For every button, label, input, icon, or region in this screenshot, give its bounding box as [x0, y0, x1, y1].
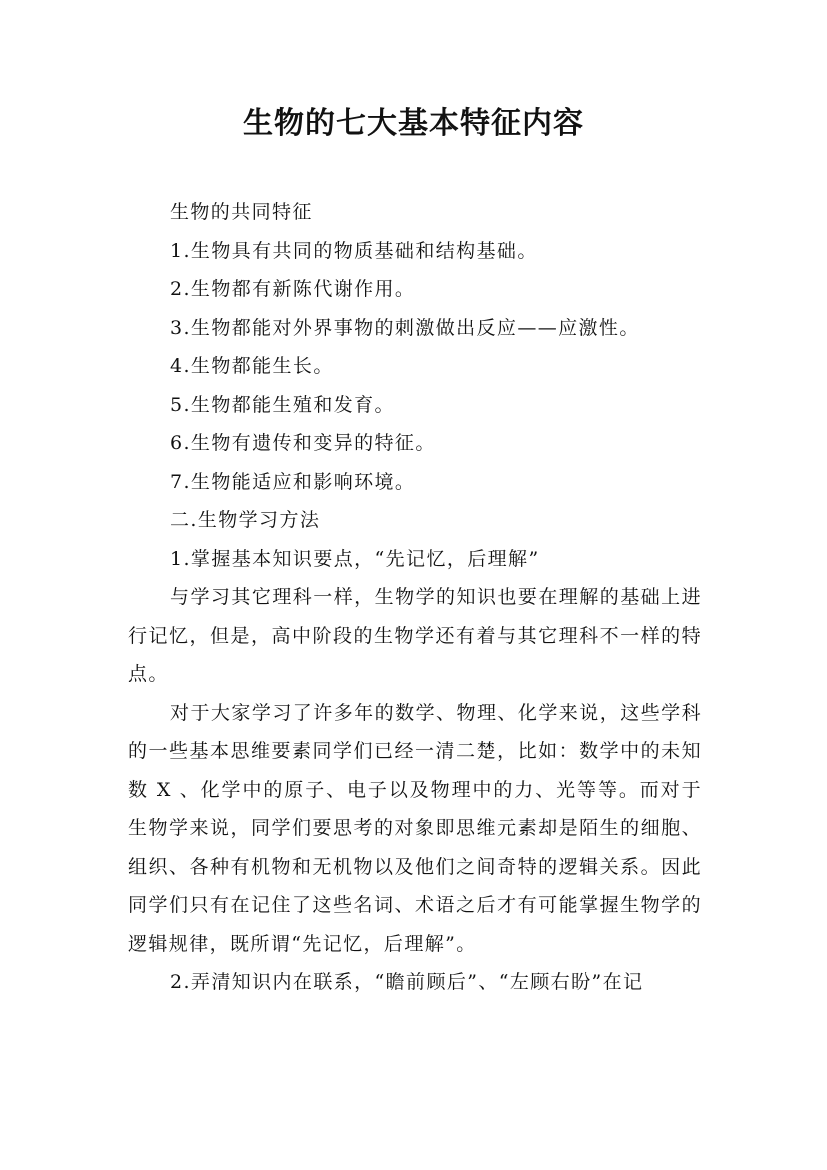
- document-title: 生物的七大基本特征内容: [243, 106, 584, 141]
- paragraph-1: 与学习其它理科一样，生物学的知识也要在理解的基础上进行记忆，但是，高中阶段的生物学还有着与其它理科不一样的特点。: [128, 586, 702, 685]
- list-item: 5.生物都能生殖和发育。: [170, 393, 395, 416]
- list-item: 7.生物能适应和影响环境。: [170, 470, 416, 493]
- paragraph-2: 对于大家学习了许多年的数学、物理、化学来说，这些学科的一些基本思维要素同学们已经一清二楚，比如：数学中的未知数 X 、化学中的原子、电子以及物理中的力、光等等。而对于生物学来说，同学们要思考的对象即思维元素却是陌生的细胞、组织、各种有机物和无机物以及他们之间奇特的逻辑关系。因此同学们只有在记住了这些名词、术语之后才有可能掌握生物学的逻辑规律，既所谓“先记忆，后理解”。: [128, 701, 702, 955]
- list-item: 4.生物都能生长。: [170, 355, 334, 377]
- section1-heading: 生物的共同特征: [170, 201, 313, 223]
- section2-heading: 二.生物学习方法: [170, 509, 321, 531]
- list-item: 6.生物有遗传和变异的特征。: [170, 432, 436, 454]
- list-item: 3.生物都能对外界事物的刺激做出反应——应激性。: [170, 316, 640, 339]
- list-item: 1.生物具有共同的物质基础和结构基础。: [170, 239, 538, 262]
- point-2-heading: 2.弄清知识内在联系，“瞻前顾后”、“左顾右盼”在记: [170, 971, 644, 993]
- point-1-heading: 1.掌握基本知识要点，“先记忆，后理解”: [170, 547, 540, 570]
- list-item: 2.生物都有新陈代谢作用。: [170, 278, 416, 300]
- document-body: [128, 193, 702, 1002]
